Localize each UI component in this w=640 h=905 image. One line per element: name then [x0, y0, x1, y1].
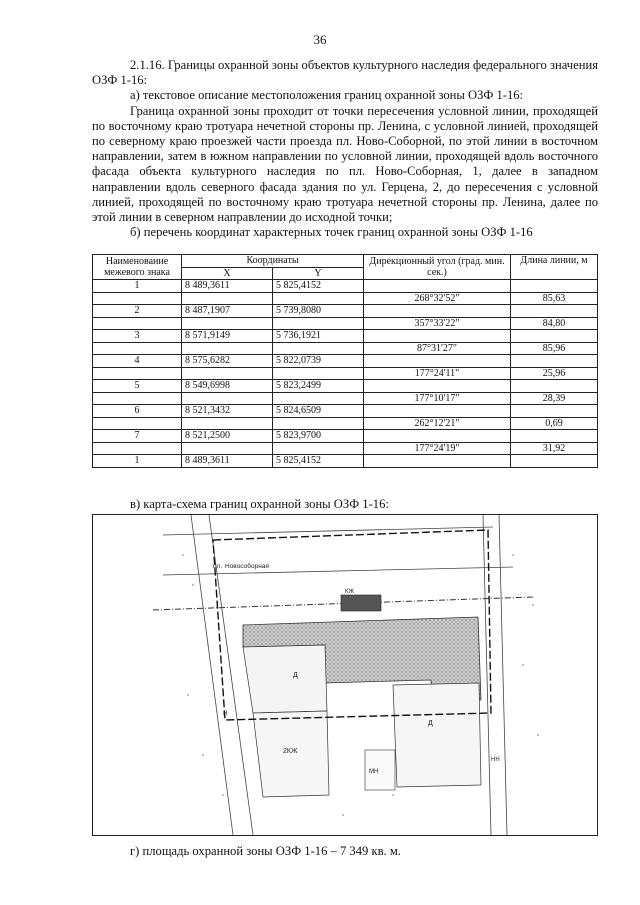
point-y: 5 825,4152 — [273, 455, 364, 468]
coordinates-table — [92, 254, 598, 468]
point-name: 5 — [93, 380, 182, 393]
point-x: 8 575,6282 — [182, 355, 273, 368]
segment-row — [93, 317, 598, 330]
point-x: 8 549,6998 — [182, 380, 273, 393]
header-coords: Координаты — [182, 255, 364, 268]
segment-angle: 268°32'52" — [364, 292, 511, 305]
map-street-prefix: пл. — [213, 563, 223, 570]
point-row — [93, 455, 598, 468]
empty-cell — [364, 355, 511, 368]
empty-cell — [364, 430, 511, 443]
segment-angle: 357°33'22" — [364, 317, 511, 330]
point-y: 5 824,6509 — [273, 405, 364, 418]
point-x: 8 521,3432 — [182, 405, 273, 418]
empty-cell — [364, 305, 511, 318]
point-y: 5 822,0739 — [273, 355, 364, 368]
point-row — [93, 330, 598, 343]
point-row — [93, 380, 598, 393]
point-y: 5 823,9700 — [273, 430, 364, 443]
empty-cell — [364, 455, 511, 468]
empty-cell — [273, 342, 364, 355]
point-x: 8 489,3611 — [182, 455, 273, 468]
empty-cell — [273, 392, 364, 405]
point-row — [93, 355, 598, 368]
point-name: 3 — [93, 330, 182, 343]
segment-row — [93, 292, 598, 305]
map-street-label: Новособорная — [225, 563, 269, 570]
empty-cell — [364, 405, 511, 418]
item-b: б) перечень координат характерных точек границ охранной зоны ОЗФ 1-16 — [130, 225, 533, 240]
empty-cell — [273, 292, 364, 305]
point-y: 5 823,2499 — [273, 380, 364, 393]
header-length: Длина линии, м — [511, 255, 598, 280]
point-y: 5 739,8080 — [273, 305, 364, 318]
segment-angle: 177°10'17" — [364, 392, 511, 405]
empty-cell — [364, 330, 511, 343]
section-heading: 2.1.16. Границы охранной зоны объектов культурного наследия федерального значения ОЗФ 1-16: — [92, 58, 598, 88]
empty-cell — [511, 280, 598, 293]
segment-length: 85,63 — [511, 292, 598, 305]
empty-cell — [511, 330, 598, 343]
empty-cell — [182, 367, 273, 380]
empty-cell — [182, 442, 273, 455]
map-label-mn: МН — [369, 769, 379, 775]
empty-cell — [273, 417, 364, 430]
empty-cell — [511, 405, 598, 418]
item-a: а) текстовое описание местоположения границ охранной зоны ОЗФ 1-16: — [130, 88, 524, 103]
header-angle: Дирекционный угол (град. мин. сек.) — [364, 255, 511, 280]
segment-length: 85,96 — [511, 342, 598, 355]
map-label-nzh: 2КЖ — [283, 748, 298, 755]
empty-cell — [93, 342, 182, 355]
map-drawing — [93, 515, 597, 835]
segment-length: 0,69 — [511, 417, 598, 430]
empty-cell — [364, 380, 511, 393]
empty-cell — [182, 292, 273, 305]
empty-cell — [93, 317, 182, 330]
segment-angle: 262°12'21" — [364, 417, 511, 430]
point-name: 7 — [93, 430, 182, 443]
empty-cell — [273, 442, 364, 455]
map-label-n: Н — [223, 711, 228, 717]
point-name: 2 — [93, 305, 182, 318]
empty-cell — [511, 305, 598, 318]
segment-row — [93, 342, 598, 355]
segment-row — [93, 392, 598, 405]
empty-cell — [93, 292, 182, 305]
map-label-ld: Д — [293, 672, 298, 679]
point-y: 5 736,1921 — [273, 330, 364, 343]
empty-cell — [273, 367, 364, 380]
point-row — [93, 430, 598, 443]
segment-angle: 177°24'19" — [364, 442, 511, 455]
empty-cell — [273, 317, 364, 330]
point-name: 4 — [93, 355, 182, 368]
point-y: 5 825,4152 — [273, 280, 364, 293]
empty-cell — [511, 355, 598, 368]
segment-angle: 177°24'11" — [364, 367, 511, 380]
map-scheme — [92, 514, 598, 836]
empty-cell — [511, 455, 598, 468]
empty-cell — [511, 380, 598, 393]
empty-cell — [182, 342, 273, 355]
header-name: Наименование межевого знака — [93, 255, 182, 280]
map-label-nn: НН — [491, 757, 500, 763]
point-row — [93, 405, 598, 418]
segment-row — [93, 417, 598, 430]
point-name: 1 — [93, 455, 182, 468]
point-x: 8 489,3611 — [182, 280, 273, 293]
empty-cell — [364, 280, 511, 293]
segment-length: 28,39 — [511, 392, 598, 405]
map-label-ld2: Д — [428, 720, 433, 727]
point-x: 8 571,9149 — [182, 330, 273, 343]
coordinates-body — [93, 280, 598, 468]
empty-cell — [182, 417, 273, 430]
segment-angle: 87°31'27" — [364, 342, 511, 355]
empty-cell — [182, 317, 273, 330]
point-name: 1 — [93, 280, 182, 293]
empty-cell — [93, 442, 182, 455]
empty-cell — [182, 392, 273, 405]
segment-length: 84,80 — [511, 317, 598, 330]
map-caption: в) карта-схема границ охранной зоны ОЗФ 1-16: — [130, 497, 389, 511]
zone-area: г) площадь охранной зоны ОЗФ 1-16 – 7 349 кв. м. — [130, 844, 401, 858]
empty-cell — [93, 392, 182, 405]
empty-cell — [93, 367, 182, 380]
map-label-kzh: КЖ — [345, 589, 355, 595]
segment-length: 25,96 — [511, 367, 598, 380]
section-text — [92, 58, 598, 240]
segment-row — [93, 442, 598, 455]
point-name: 6 — [93, 405, 182, 418]
boundary-description: Граница охранной зоны проходит от точки пересечения условной линии, проходящей по восточному краю тротуара нечетной стороны пр. Ленина, с условной линией, проходящей по северному краю проезжей части проезда пл. Ново-Соборной, по этой линии в восточном направлении, затем в южном направлении по условной линии, проходящей вдоль восточного фасада объекта культурного наследия по пл. Ново-Соборная, 1, далее в западном направлении вдоль северного фасада здания по ул. Герцена, 2, до пересечения с условной линией, проходящей по восточному краю тротуара нечетной стороны пр. Ленина, далее по этой линии в северном направлении до исходной точки; — [92, 103, 598, 225]
page-number: 36 — [313, 32, 327, 47]
point-x: 8 521,2500 — [182, 430, 273, 443]
header-x: X — [182, 267, 273, 280]
header-y: Y — [273, 267, 364, 280]
point-x: 8 487,1907 — [182, 305, 273, 318]
point-row — [93, 305, 598, 318]
segment-length: 31,92 — [511, 442, 598, 455]
empty-cell — [511, 430, 598, 443]
point-row — [93, 280, 598, 293]
empty-cell — [93, 417, 182, 430]
segment-row — [93, 367, 598, 380]
